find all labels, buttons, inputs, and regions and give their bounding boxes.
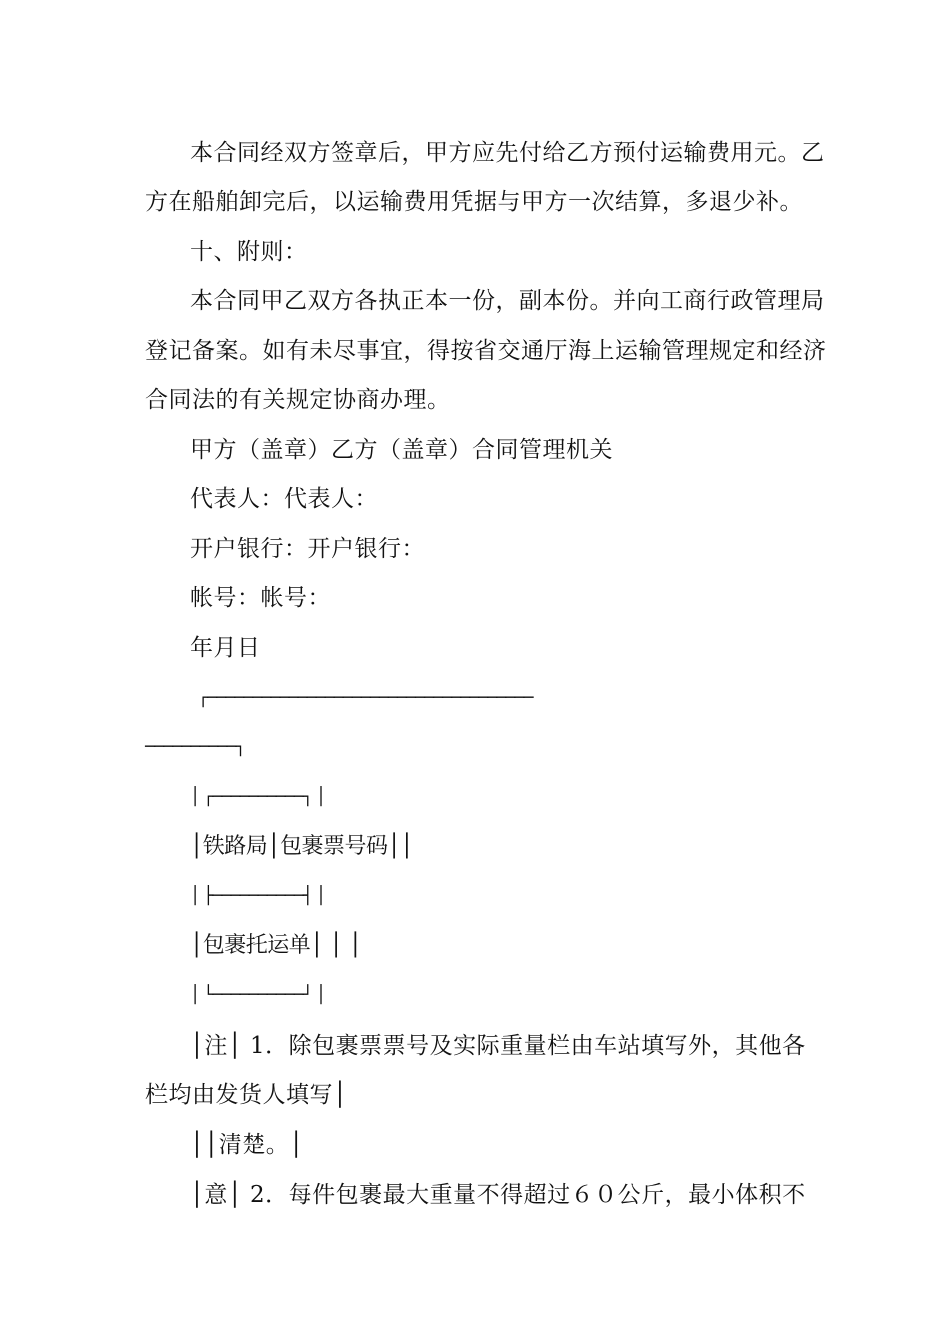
account-line: 帐号：帐号： (190, 585, 331, 611)
form-border-top-continued: ──────────┐ (145, 737, 245, 757)
section-heading: 十、附则： (190, 239, 308, 265)
note-line-3: │意│ 2．每件包裹最大重量不得超过６０公斤，最小体积不 (190, 1182, 806, 1208)
representative-line: 代表人：代表人： (190, 486, 378, 512)
note-line-1: │注│ 1．除包裹票票号及实际重量栏由车站填写外，其他各 (190, 1033, 806, 1059)
bank-line: 开户银行：开户银行： (190, 536, 425, 562)
form-inner-box-divider: │ ├──────────┤ │ (190, 886, 325, 906)
form-border-top: ┌──────────────────────────────────── (198, 688, 533, 708)
form-inner-box-top: │ ┌──────────┐ │ (190, 787, 325, 807)
text-line: 合同法的有关规定协商办理。 (145, 387, 451, 413)
form-row-waybill: │包裹托运单│ │ │ (190, 933, 362, 958)
text-line: 本合同经双方签章后，甲方应先付给乙方预付运输费用元。乙 (190, 140, 825, 166)
form-inner-box-bottom: │ └──────────┘ │ (190, 985, 325, 1005)
text-line: 登记备案。如有未尽事宜，得按省交通厅海上运输管理规定和经济 (145, 338, 827, 364)
date-line: 年月日 (190, 635, 261, 661)
signature-line: 甲方（盖章）乙方（盖章）合同管理机关 (190, 437, 613, 463)
text-line: 方在船舶卸完后，以运输费用凭据与甲方一次结算，多退少补。 (145, 189, 803, 215)
note-line-2: ││清楚。│ (190, 1132, 304, 1158)
text-line: 本合同甲乙双方各执正本一份，副本份。并向工商行政管理局 (190, 288, 825, 314)
form-row-railway: │铁路局│包裹票号码││ (190, 834, 413, 859)
note-line-1-continued: 栏均由发货人填写│ (145, 1082, 348, 1108)
